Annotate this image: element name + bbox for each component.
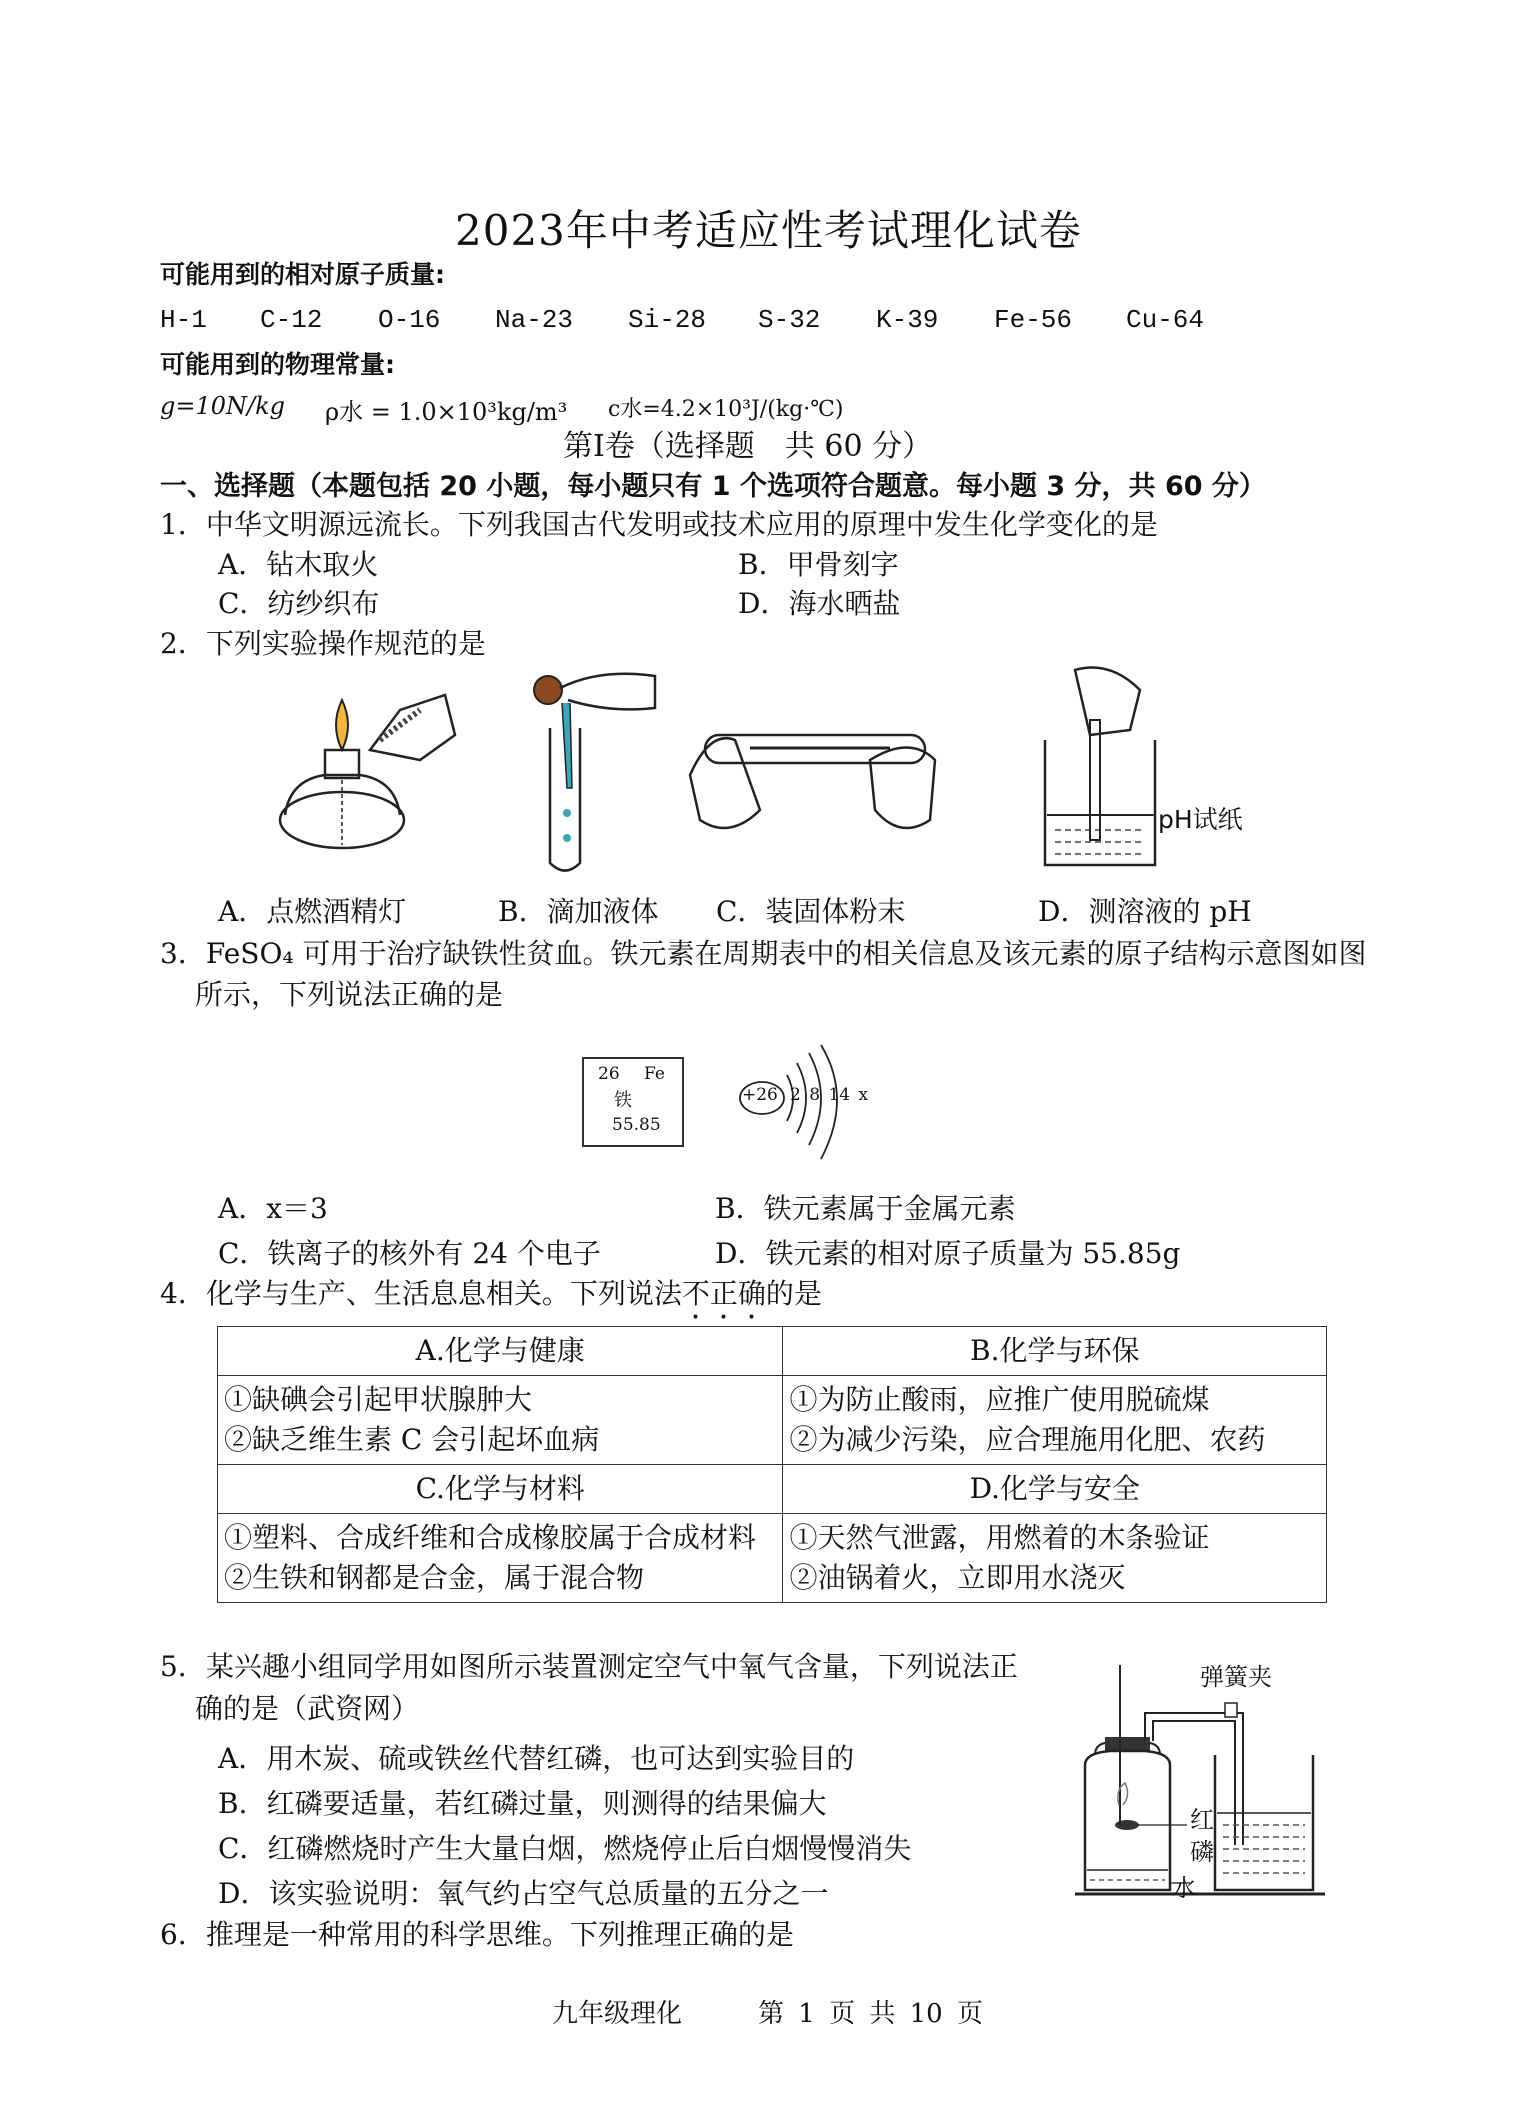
red-phosphorus-label-1: 红 bbox=[1190, 1806, 1214, 1834]
powder-test-tube-figure bbox=[690, 690, 940, 850]
element-name: 铁 bbox=[614, 1090, 632, 1111]
question-4-stem-emphasis: 不正确 bbox=[681, 1277, 766, 1310]
table-cell-line: ②油锅着火，立即用水浇灭 bbox=[789, 1561, 1126, 1594]
atomic-mass-item: Cu-64 bbox=[1126, 305, 1205, 335]
ph-test-figure bbox=[1030, 660, 1260, 880]
atom-nucleus-charge: +26 bbox=[742, 1085, 778, 1105]
table-cell-c bbox=[218, 1514, 783, 1603]
atomic-mass-item: K-39 bbox=[876, 305, 939, 335]
table-cell-line: ①天然气泄露，用燃着的木条验证 bbox=[789, 1521, 1210, 1554]
table-cell-line: ②生铁和钢都是合金，属于混合物 bbox=[224, 1561, 645, 1594]
table-header-a: A.化学与健康 bbox=[218, 1327, 783, 1376]
question-4-stem-suffix: 的是 bbox=[765, 1277, 822, 1310]
table-cell-a bbox=[218, 1376, 783, 1465]
red-phosphorus-label-2: 磷 bbox=[1190, 1838, 1214, 1866]
atomic-mass-item: Na-23 bbox=[495, 305, 574, 335]
oxygen-apparatus-figure bbox=[1075, 1665, 1335, 1910]
question-3-option-b: B．铁元素属于金属元素 bbox=[715, 1192, 1016, 1225]
atomic-mass-label: 可能用到的相对原子质量: bbox=[160, 260, 445, 289]
question-1-option-c: C．纺纱织布 bbox=[218, 587, 380, 620]
footer-page-number: 第 1 页 共 10 页 bbox=[758, 1999, 983, 2029]
question-4-table bbox=[217, 1326, 1327, 1603]
dropper-figure bbox=[520, 668, 660, 878]
question-5-option-b: B．红磷要适量，若红磷过量，则测得的结果偏大 bbox=[218, 1787, 827, 1820]
element-symbol: Fe bbox=[644, 1064, 665, 1084]
element-mass: 55.85 bbox=[612, 1115, 661, 1135]
section-heading: 第Ⅰ卷（选择题 共 60 分） bbox=[563, 429, 933, 464]
table-header-c: C.化学与材料 bbox=[218, 1465, 783, 1514]
question-1-option-d: D．海水晒盐 bbox=[738, 587, 901, 620]
atom-structure-diagram bbox=[735, 1045, 875, 1175]
question-2-option-a: A．点燃酒精灯 bbox=[218, 895, 407, 928]
table-cell-line: ①缺碘会引起甲状腺肿大 bbox=[224, 1383, 533, 1416]
atomic-mass-item: S-32 bbox=[758, 305, 821, 335]
table-cell-line: ①塑料、合成纤维和合成橡胶属于合成材料 bbox=[224, 1521, 757, 1554]
water-density-constant: ρ水 = 1.0×10³kg/m³ bbox=[325, 398, 568, 426]
question-3-option-d: D．铁元素的相对原子质量为 55.85g bbox=[715, 1237, 1181, 1270]
question-5-stem-line1: 5．某兴趣小组同学用如图所示装置测定空气中氧气含量，下列说法正 bbox=[160, 1650, 1018, 1683]
atom-shell-electrons: 2 8 14 x bbox=[790, 1085, 869, 1105]
question-3-option-c: C．铁离子的核外有 24 个电子 bbox=[218, 1237, 601, 1270]
element-card bbox=[582, 1057, 684, 1147]
gravity-constant: g=10N/kg bbox=[160, 392, 286, 420]
table-header-d: D.化学与安全 bbox=[783, 1465, 1327, 1514]
question-5-option-c: C．红磷燃烧时产生大量白烟，燃烧停止后白烟慢慢消失 bbox=[218, 1832, 912, 1865]
atomic-mass-item: Fe-56 bbox=[994, 305, 1073, 335]
atomic-mass-item: C-12 bbox=[260, 305, 323, 335]
section-instructions: 一、选择题（本题包括 20 小题，每小题只有 1 个选项符合题意。每小题 3 分，共 60 分） bbox=[160, 471, 1266, 502]
question-1-option-a: A．钻木取火 bbox=[218, 548, 379, 581]
water-label: 水 bbox=[1172, 1874, 1196, 1902]
atomic-mass-item: Si-28 bbox=[628, 305, 707, 335]
question-4-stem-prefix: 4．化学与生产、生活息息相关。下列说法 bbox=[160, 1277, 682, 1310]
question-5-option-d: D．该实验说明：氧气约占空气总质量的五分之一 bbox=[218, 1877, 829, 1910]
physics-constants-label: 可能用到的物理常量: bbox=[160, 350, 395, 379]
alcohol-lamp-figure bbox=[270, 680, 460, 860]
spring-clamp-label: 弹簧夹 bbox=[1200, 1663, 1272, 1691]
question-5-stem-line2: 确的是（武资网） bbox=[195, 1692, 420, 1725]
water-heat-capacity-constant: c水=4.2×10³J/(kg·℃) bbox=[608, 397, 844, 422]
atomic-mass-item: O-16 bbox=[378, 305, 441, 335]
table-cell-d bbox=[783, 1514, 1327, 1603]
ph-paper-label: pH试纸 bbox=[1158, 805, 1243, 834]
question-5-option-a: A．用木炭、硫或铁丝代替红磷，也可达到实验目的 bbox=[218, 1742, 855, 1775]
page-title: 2023年中考适应性考试理化试卷 bbox=[455, 206, 1082, 255]
question-1-stem: 1．中华文明源远流长。下列我国古代发明或技术应用的原理中发生化学变化的是 bbox=[160, 508, 1158, 541]
question-2-option-d: D．测溶液的 pH bbox=[1038, 895, 1252, 928]
footer-subject: 九年级理化 bbox=[552, 1999, 683, 2029]
table-cell-line: ①为防止酸雨，应推广使用脱硫煤 bbox=[789, 1383, 1210, 1416]
question-3-option-a: A．x＝3 bbox=[218, 1192, 328, 1225]
table-cell-line: ②缺乏维生素 C 会引起坏血病 bbox=[224, 1423, 600, 1456]
question-2-option-b: B．滴加液体 bbox=[498, 895, 659, 928]
question-6-stem: 6．推理是一种常用的科学思维。下列推理正确的是 bbox=[160, 1918, 794, 1951]
question-4-stem bbox=[160, 1277, 822, 1326]
table-header-b: B.化学与环保 bbox=[783, 1327, 1327, 1376]
table-cell-b bbox=[783, 1376, 1327, 1465]
question-1-option-b: B．甲骨刻字 bbox=[738, 548, 899, 581]
question-2-stem: 2．下列实验操作规范的是 bbox=[160, 627, 486, 660]
atomic-mass-item: H-1 bbox=[160, 305, 207, 335]
element-number: 26 bbox=[598, 1064, 620, 1084]
question-3-stem-line1: 3．FeSO₄ 可用于治疗缺铁性贫血。铁元素在周期表中的相关信息及该元素的原子结构示意图如图 bbox=[160, 937, 1367, 970]
table-cell-line: ②为减少污染，应合理施用化肥、农药 bbox=[789, 1423, 1266, 1456]
question-2-option-c: C．装固体粉末 bbox=[716, 895, 906, 928]
question-3-stem-line2: 所示，下列说法正确的是 bbox=[195, 978, 504, 1011]
